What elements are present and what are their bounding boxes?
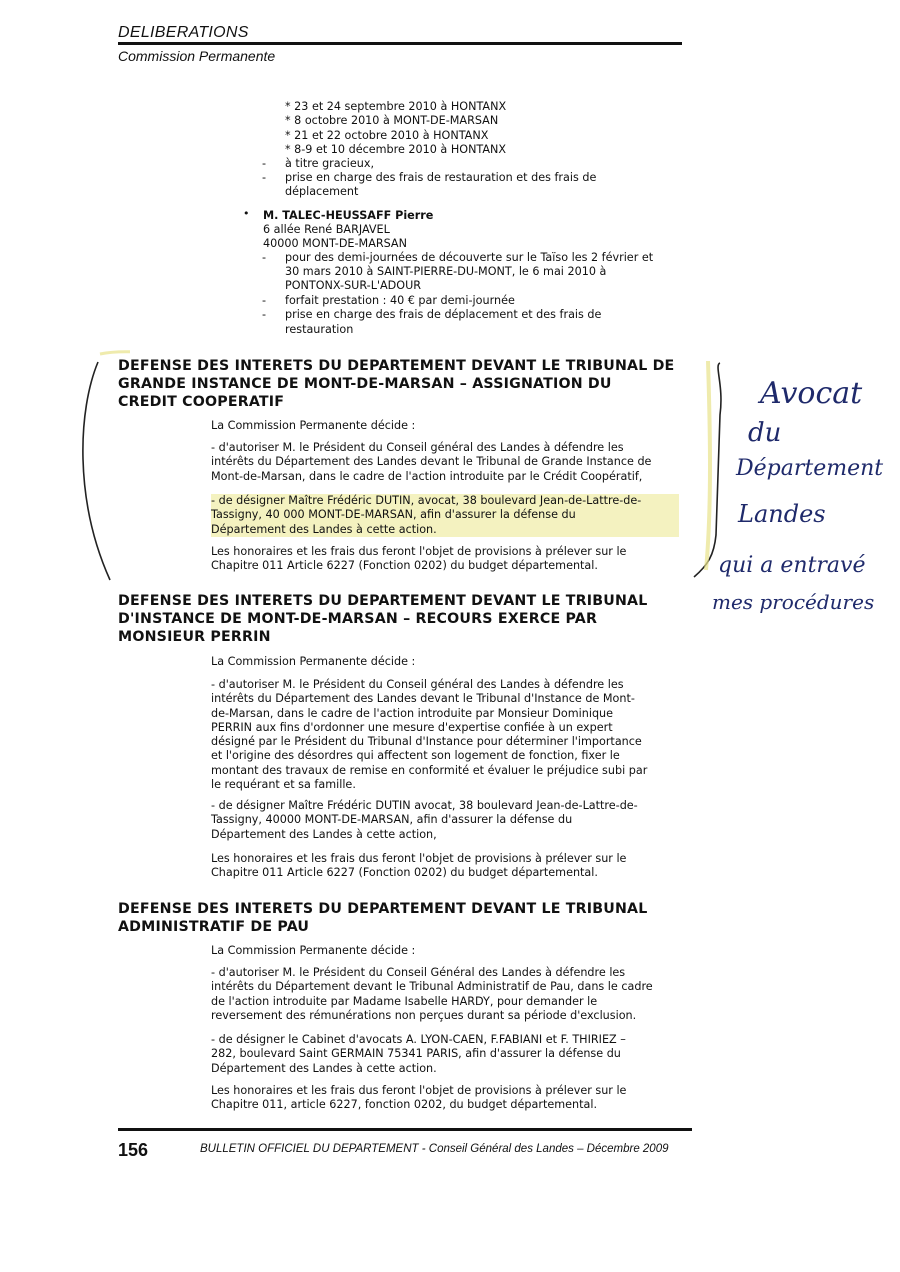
section-title-line: CREDIT COOPERATIF [118, 394, 285, 410]
paragraph-line: Chapitre 011 Article 6227 (Fonction 0202) du budget départemental. [211, 559, 598, 573]
paragraph-line: le requérant et sa famille. [211, 778, 356, 792]
section-title [118, 900, 690, 936]
paragraph-line: Les honoraires et les frais dus feront l'objet de provisions à prélever sur le [211, 852, 627, 865]
decision-intro: La Commission Permanente décide : [211, 419, 416, 432]
page-number: 156 [118, 1140, 149, 1160]
section-title-line: ADMINISTRATIF DE PAU [118, 919, 310, 935]
date-list [285, 100, 506, 157]
paragraph-line: Tassigny, 40 000 MONT-DE-MARSAN, afin d'assurer la défense du [211, 508, 576, 522]
paragraph-line: intérêts du Département des Landes devant le Tribunal de Grande Instance de [211, 455, 652, 469]
paragraph-line: 282, boulevard Saint GERMAIN 75341 PARIS, afin d'assurer la défense du [211, 1047, 621, 1061]
paragraph [211, 441, 679, 484]
paragraph [211, 1084, 679, 1113]
person-name: M. TALEC-HEUSSAFF Pierre [263, 209, 434, 222]
paragraph [211, 678, 679, 792]
header-rule [118, 42, 682, 45]
paragraph-line: Département des Landes à cette action. [211, 522, 437, 536]
handwritten-right-bracket [690, 355, 740, 585]
list-item: prise en charge des frais de restauration et des frais de [285, 171, 597, 184]
section-title-line: D'INSTANCE DE MONT-DE-MARSAN – RECOURS EXERCE PAR [118, 611, 598, 627]
date-item: * 23 et 24 septembre 2010 à HONTANX [285, 100, 507, 113]
person-address-line: 40000 MONT-DE-MARSAN [263, 237, 407, 250]
paragraph-line: - de désigner le Cabinet d'avocats A. LYON-CAEN, F.FABIANI et F. THIRIEZ – [211, 1033, 626, 1046]
date-item: * 21 et 22 octobre 2010 à HONTANX [285, 128, 489, 142]
list-item: à titre gracieux, [285, 157, 375, 170]
section-title-line: DEFENSE DES INTERETS DU DEPARTEMENT DEVANT LE TRIBUNAL DE [118, 358, 675, 374]
paragraph-line: Tassigny, 40000 MONT-DE-MARSAN, afin d'assurer la défense du [211, 813, 573, 827]
list-dash: - [262, 294, 267, 307]
handwritten-left-bracket [70, 350, 130, 590]
paragraph-line: Mont-de-Marsan, dans le cadre de l'action introduite par le Crédit Coopératif, [211, 469, 643, 483]
paragraph-line: - de désigner Maître Frédéric DUTIN avocat, 38 boulevard Jean-de-Lattre-de- [211, 799, 638, 812]
document-header-subtitle: Commission Permanente [118, 48, 276, 64]
bullet-icon: • [243, 207, 250, 220]
list-dash: - [262, 157, 267, 170]
section-title-line: DEFENSE DES INTERETS DU DEPARTEMENT DEVANT LE TRIBUNAL [118, 593, 648, 609]
section-title-line: GRANDE INSTANCE DE MONT-DE-MARSAN – ASSIGNATION DU [118, 376, 612, 392]
paragraph-line: Chapitre 011 Article 6227 (Fonction 0202) du budget départemental. [211, 866, 598, 880]
paragraph-line: - de désigner Maître Frédéric DUTIN, avocat, 38 boulevard Jean-de-Lattre-de- [211, 494, 642, 507]
paragraph-line: de-Marsan, dans le cadre de l'action introduite par Monsieur Dominique [211, 706, 614, 720]
paragraph-line: Chapitre 011, article 6227, fonction 0202, du budget départemental. [211, 1098, 597, 1112]
handwritten-note-line: Département [736, 456, 884, 481]
document-header-title: DELIBERATIONS [118, 24, 249, 41]
paragraph-line: de l'action introduite par Madame Isabelle HARDY, pour demander le [211, 994, 598, 1008]
section-title-line: MONSIEUR PERRIN [118, 629, 271, 645]
handwritten-note-line: Avocat [760, 376, 863, 411]
list-item: forfait prestation : 40 € par demi-journée [285, 294, 515, 307]
paragraph-line: Les honoraires et les frais dus feront l'objet de provisions à prélever sur le [211, 1084, 627, 1097]
handwritten-note-line: mes procédures [712, 590, 875, 614]
paragraph [211, 966, 679, 1023]
list-item: restauration [285, 323, 354, 336]
paragraph [211, 545, 679, 574]
paragraph-line: - d'autoriser M. le Président du Conseil Général des Landes à défendre les [211, 966, 626, 979]
date-item: * 8-9 et 10 décembre 2010 à HONTANX [285, 142, 507, 156]
list-item: pour des demi-journées de découverte sur le Taïso les 2 février et [285, 251, 654, 264]
list-item: déplacement [285, 185, 359, 198]
paragraph-line: - d'autoriser M. le Président du Conseil général des Landes à défendre les [211, 441, 624, 454]
paragraph [211, 852, 679, 881]
list-dash: - [262, 308, 267, 321]
footer-rule [118, 1128, 692, 1131]
list-item: PONTONX-SUR-L'ADOUR [285, 279, 422, 292]
handwritten-note-line: Landes [738, 500, 826, 528]
person-address-line: 6 allée René BARJAVEL [263, 223, 390, 236]
paragraph [211, 799, 679, 842]
section-title [118, 592, 690, 646]
handwritten-note-line: qui a entravé [718, 553, 866, 578]
list-item: prise en charge des frais de déplacement et des frais de [285, 308, 602, 321]
section-title [118, 357, 690, 411]
paragraph-line: désigné par le Président du Tribunal d'Instance pour déterminer l'importance [211, 735, 642, 749]
list-dash: - [262, 171, 267, 184]
highlighted-paragraph [211, 494, 679, 537]
paragraph-line: Département des Landes à cette action. [211, 1061, 437, 1075]
paragraph-line: PERRIN aux fins d'ordonner une mesure d'expertise confiée à un expert [211, 720, 613, 734]
list-dash: - [262, 251, 267, 264]
paragraph-line: - d'autoriser M. le Président du Conseil général des Landes à défendre les [211, 678, 624, 691]
decision-intro: La Commission Permanente décide : [211, 655, 416, 668]
paragraph-line: et l'origine des désordres qui affectent son logement de fonction, fixer le [211, 749, 620, 763]
date-item: * 8 octobre 2010 à MONT-DE-MARSAN [285, 114, 499, 128]
paragraph-line: Les honoraires et les frais dus feront l'objet de provisions à prélever sur le [211, 545, 627, 558]
section-title-line: DEFENSE DES INTERETS DU DEPARTEMENT DEVANT LE TRIBUNAL [118, 901, 648, 917]
footer-text: BULLETIN OFFICIEL DU DEPARTEMENT - Conseil Général des Landes – Décembre 2009 [200, 1143, 669, 1155]
list-item: 30 mars 2010 à SAINT-PIERRE-DU-MONT, le 6 mai 2010 à [285, 265, 607, 278]
paragraph [211, 1033, 679, 1076]
handwritten-note-line: du [748, 418, 782, 448]
decision-intro: La Commission Permanente décide : [211, 944, 416, 957]
paragraph-line: Département des Landes à cette action, [211, 827, 437, 841]
paragraph-line: reversement des rémunérations non perçues durant sa période d'exclusion. [211, 1008, 637, 1022]
paragraph-line: intérêts du Département devant le Tribunal Administratif de Pau, dans le cadre [211, 980, 653, 994]
paragraph-line: intérêts du Département des Landes devant le Tribunal d'Instance de Mont- [211, 692, 635, 706]
paragraph-line: montant des travaux de remise en conformité et évaluer le préjudice subi par [211, 763, 648, 777]
